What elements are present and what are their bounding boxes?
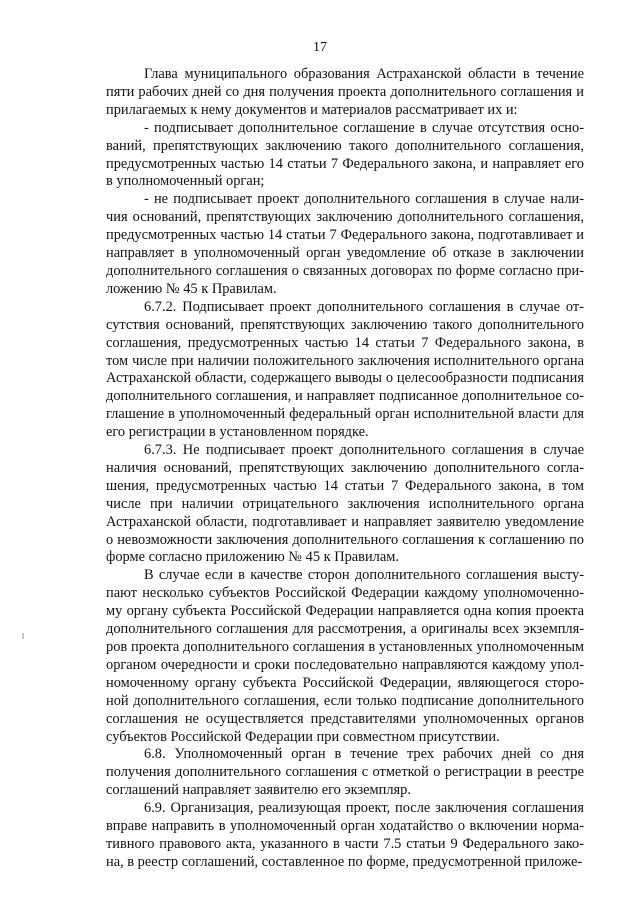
paragraph-sign-item: - подписывает дополнительное соглашение в случае отсутствия оснований, препятствующих заключению такого дополнительного соглашения, предусмотренных частью 14 статьи 7 Федерального закона, и направляет его в уполномоченный орган; — [106, 119, 584, 190]
paragraph-6-9: 6.9. Организация, реализующая проект, после заключения соглашения вправе направить в уполномоченный орган ходатайство о включении нормативного правового акта, указанного в части 7.5 статьи 9 Федерального закона, в реестр соглашений, составленное по форме, предусмотренной приложе- — [106, 800, 584, 870]
paragraph-intro: Глава муниципального образования Астраханской области в течение пяти рабочих дней со дня получения проекта дополнительного соглашения и прилагаемых к нему документов и материалов рассматривает их и: — [106, 66, 584, 118]
paragraph-6-8: 6.8. Уполномоченный орган в течение трех рабочих дней со дня получения дополнительного соглашения с отметкой о регистрации в реестре соглашений направляет заявителю его экземпляр. — [106, 746, 584, 799]
scan-mark — [22, 633, 24, 639]
paragraph-multiple-parties: В случае если в качестве сторон дополнительного соглашения выступают несколько субъектов Российской Федерации каждому уполномоченному органу субъекта Российской Федерации направляется одна копия проекта дополнительного соглашения для рассмотрения, а оригиналы всех экземпляров проекта дополнительного соглашения в установленных уполномоченным органом очередности и сроки последовательно направляются каждому уполномоченному органу субъекта Российской Федерации, являющегося стороной дополнительного соглашения, если только подписание дополнительного соглашения не осуществляется представителями уполномоченных органов субъектов Российской Федерации при совместном присутствии. — [106, 567, 584, 745]
document-body — [106, 66, 584, 872]
page-number: 17 — [313, 40, 327, 55]
paragraph-refuse-item: - не подписывает проект дополнительного соглашения в случае наличия оснований, препятствующих заключению дополнительного соглашения, предусмотренных частью 14 статьи 7 Федерального закона, подготавливает и направляет в уполномоченный орган уведомление об отказе в заключении дополнительного соглашения о связанных договорах по форме согласно приложению № 45 к Правилам. — [106, 191, 584, 297]
paragraph-6-7-2: 6.7.2. Подписывает проект дополнительного соглашения в случае отсутствия оснований, препятствующих заключению такого дополнительного соглашения, предусмотренных частью 14 статьи 7 Федерального закона, в том числе при наличии положительного заключения исполнительного органа Астраханской области, содержащего выводы о целесообразности подписания дополнительного соглашения, и направляет подписанное дополнительное соглашение в уполномоченный федеральный орган исполнительной власти для его регистрации в установленном порядке. — [106, 298, 584, 441]
paragraph-6-7-3: 6.7.3. Не подписывает проект дополнительного соглашения в случае наличия оснований, препятствующих заключению дополнительного соглашения, предусмотренных частью 14 статьи 7 Федерального закона, в том числе при наличии отрицательного заключения исполнительного органа Астраханской области, подготавливает и направляет заявителю уведомление о невозможности заключения дополнительного соглашения к соглашению по форме согласно приложению № 45 к Правилам. — [106, 442, 584, 566]
